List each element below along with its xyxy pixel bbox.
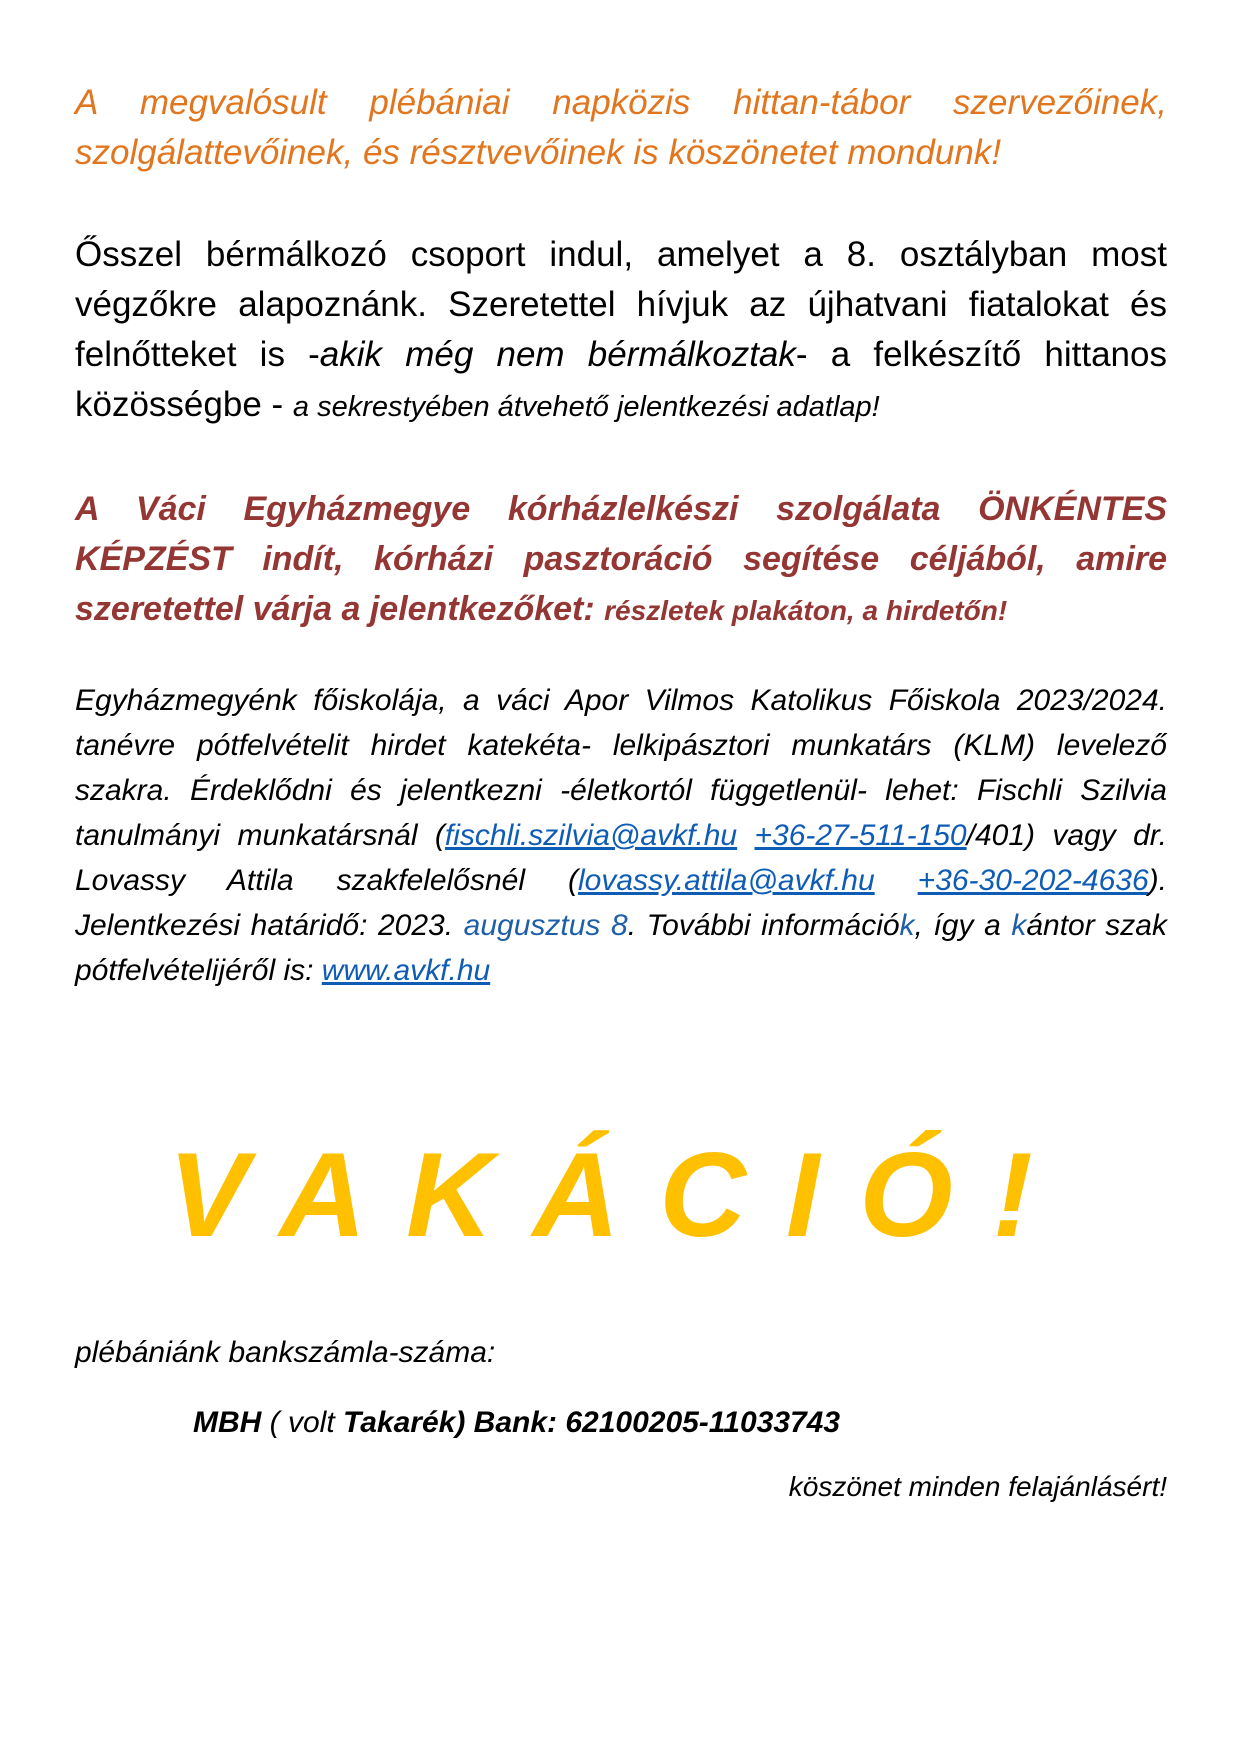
donation-thanks: köszönet minden felajánlásért! <box>788 1471 1167 1502</box>
volunteer-text: A Váci Egyházmegye kórházlelkészi szolgálata ÖNKÉNTES KÉPZÉST indít, kórházi pasztoráció segítése céljából, amire szeretettel várja a jelentkezőket: <box>75 490 1167 628</box>
college-text-6: ántor szak pótfelvételijéről is: <box>75 909 1167 987</box>
thanks-line-2: szolgálattevőinek, és résztvevőinek is köszönetet mondunk! <box>75 133 1002 172</box>
confirmation-paragraph <box>75 230 1167 432</box>
college-text-1: Egyházmegyénk főiskolája, a váci Apor Vilmos Katolikus Főiskola 2023/2024. tanévre pótfelvételit hirdet katekéta- lelkipásztori munkatárs (KLM) levelező szakra. Érdeklődni és jelentkezni -életkortól függetlenül- lehet: Fischli Szilvia tanulmányi munkatársnál ( <box>75 684 1167 852</box>
college-text-4: . További információ <box>627 909 900 942</box>
thanks-paragraph <box>75 78 1167 178</box>
bank-account-line <box>193 1403 1093 1443</box>
thanks-line-1: A megvalósult plébániai napközis hittan-tábor szervezőinek, <box>75 83 1167 122</box>
phone-link-fischli[interactable]: +36-27-511-150 <box>754 819 967 852</box>
college-paragraph <box>75 678 1167 993</box>
confirmation-italic-1: akik még nem bérmálkoztak <box>319 335 796 374</box>
email-link-lovassy[interactable]: lovassy.attila@avkf.hu <box>577 864 875 897</box>
website-link[interactable]: www.avkf.hu <box>321 954 491 987</box>
college-text-2: /401) vagy dr. Lovassy Attila szakfelelősnél ( <box>75 819 1167 897</box>
bank-paren-note: ( volt <box>269 1406 344 1439</box>
bank-account-label: plébániánk bankszámla-száma: <box>75 1336 496 1369</box>
college-text-5: , így a <box>914 909 1012 942</box>
volunteer-details-note: részletek plakáton, a hirdetőn! <box>604 595 1008 626</box>
college-text-3: ). Jelentkezési határidő: 2023. <box>75 864 1167 942</box>
phone-link-lovassy[interactable]: +36-30-202-4636 <box>917 864 1149 897</box>
vacation-title: VAKÁCIÓ! <box>168 1128 1073 1262</box>
confirmation-text-2: - a felkészítő hittanos közösségbe - <box>75 335 1167 424</box>
email-link-fischli[interactable]: fischli.szilvia@avkf.hu <box>444 819 738 852</box>
confirmation-italic-2: a sekrestyében átvehető jelentkezési adatlap! <box>292 391 880 423</box>
bank-prefix: MBH <box>193 1406 270 1439</box>
bank-account-number: Takarék) Bank: 62100205-11033743 <box>343 1406 841 1439</box>
college-letter-k-1: k <box>899 909 915 942</box>
confirmation-text-1: Ősszel bérmálkozó csoport indul, amelyet a 8. osztályban most végzőkre alapoznánk. Szeretettel hívjuk az újhatvani fiatalokat és felnőtteket is - <box>75 235 1167 374</box>
deadline-date: augusztus 8 <box>463 909 628 942</box>
volunteer-training-paragraph <box>75 484 1167 636</box>
college-letter-k-2: k <box>1011 909 1027 942</box>
